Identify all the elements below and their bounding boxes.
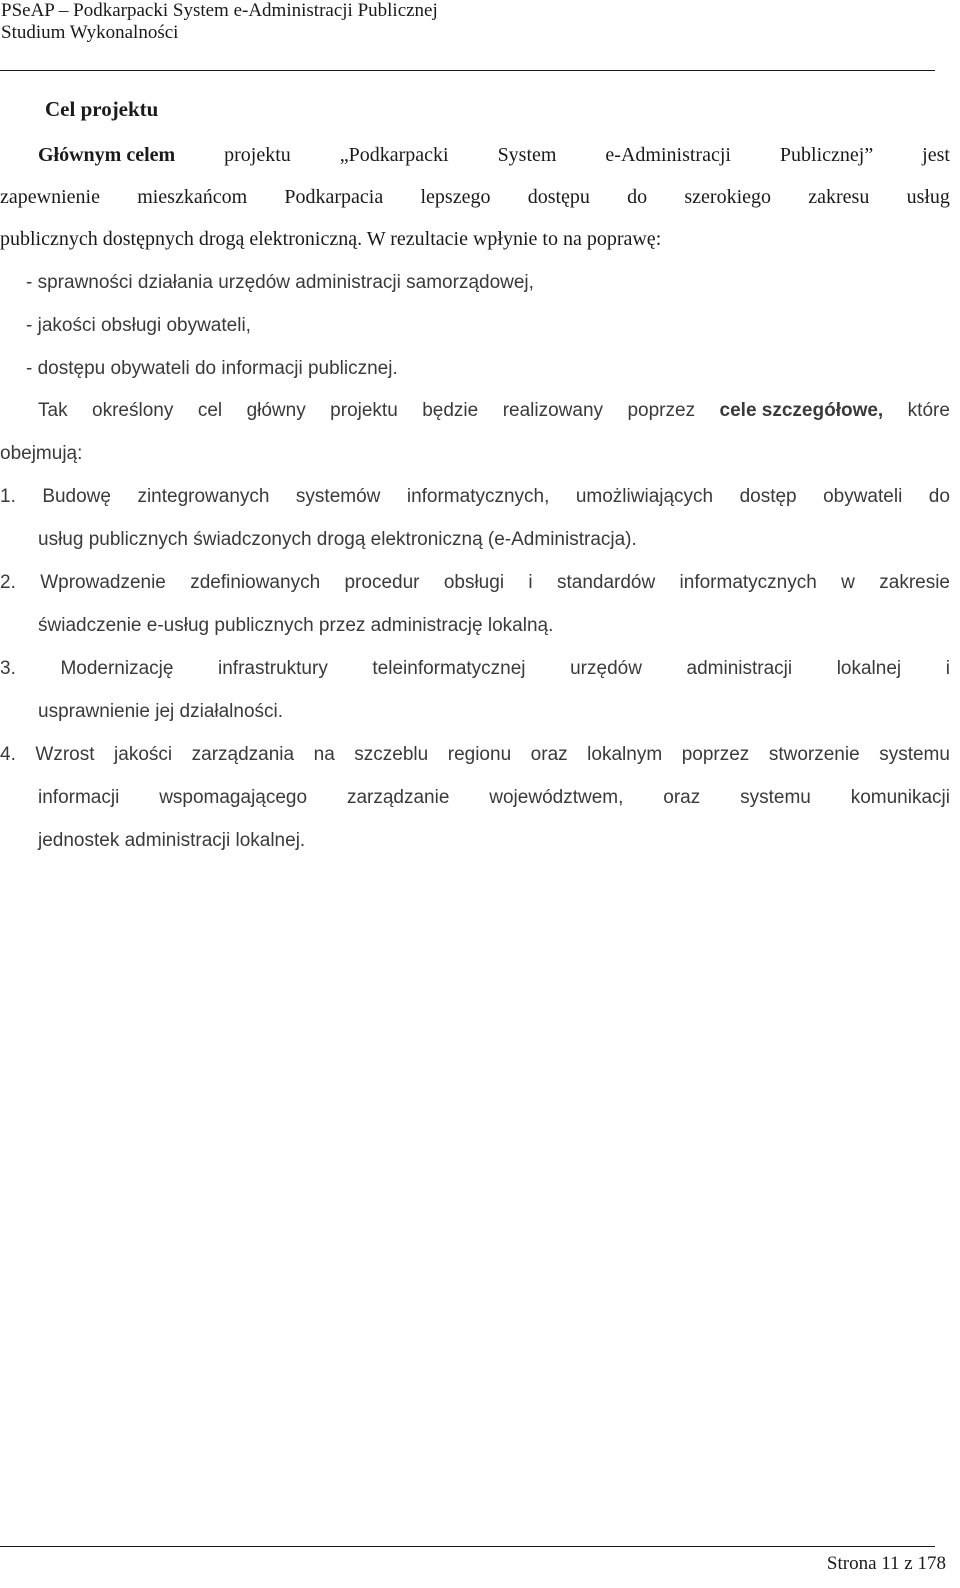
footer-divider xyxy=(0,1546,935,1547)
word: do xyxy=(627,186,648,208)
word: dostępu xyxy=(527,186,590,208)
goal-item-4-line-3: jednostek administracji lokalnej. xyxy=(38,830,306,851)
word: komunikacji xyxy=(850,787,950,808)
goal-item-3-line-2: usprawnienie jej działalności. xyxy=(38,701,284,722)
header-divider xyxy=(0,70,935,71)
word: projektu xyxy=(330,400,398,421)
word: na xyxy=(313,744,335,765)
word: stworzenie xyxy=(768,744,860,765)
intro-line-3 xyxy=(0,227,661,251)
goal-item-3-line-1 xyxy=(0,657,950,681)
word: Podkarpacia xyxy=(284,186,384,208)
word: umożliwiających xyxy=(575,486,714,507)
word: główny xyxy=(246,400,306,421)
word: 1. xyxy=(0,486,16,507)
word: System xyxy=(497,144,557,166)
word: e-Administracji xyxy=(605,144,731,166)
running-header xyxy=(1,0,936,44)
word: lepszego xyxy=(420,186,491,208)
word: będzie xyxy=(422,400,479,421)
bullet-item: - dostępu obywateli do informacji publicznej. xyxy=(26,358,398,379)
word: określony xyxy=(92,400,174,421)
word: Wzrost xyxy=(35,744,95,765)
header-subtitle: Studium Wykonalności xyxy=(1,22,179,43)
bold-lead-term: Głównym celem xyxy=(38,144,176,166)
word: realizowany xyxy=(502,400,604,421)
goal-item-1-line-2: usług publicznych świadczonych drogą elektroniczną (e-Administracja). xyxy=(38,529,637,550)
word: do xyxy=(928,486,950,507)
bold-specific-term: cele szczegółowe, xyxy=(719,400,884,421)
intro-line-3-part2: W rezultacie wpłynie to na poprawę: xyxy=(362,228,662,250)
word: województwem, xyxy=(489,787,624,808)
word: obywateli xyxy=(823,486,903,507)
word: Wprowadzenie xyxy=(40,572,166,593)
word: infrastruktury xyxy=(218,658,328,679)
word: systemu xyxy=(879,744,950,765)
word: jest xyxy=(922,144,950,166)
word: Modernizację xyxy=(60,658,174,679)
word: wspomagającego xyxy=(159,787,308,808)
word: projektu xyxy=(224,144,291,166)
intro-line-1 xyxy=(38,143,950,167)
word: zarządzania xyxy=(191,744,295,765)
word: informatycznych xyxy=(679,572,817,593)
goal-item-2-line-2: świadczenie e-usług publicznych przez administrację lokalną. xyxy=(38,615,554,636)
specific-line-1 xyxy=(38,399,950,423)
word: Tak xyxy=(38,400,68,421)
word: systemu xyxy=(740,787,811,808)
word: zdefiniowanych xyxy=(190,572,321,593)
word: 2. xyxy=(0,572,16,593)
bullet-item: - sprawności działania urzędów administracji samorządowej, xyxy=(26,272,534,293)
word: zintegrowanych xyxy=(137,486,270,507)
word: i xyxy=(528,572,533,593)
section-heading: Cel projektu xyxy=(45,97,159,121)
word: szerokiego xyxy=(684,186,772,208)
word: oraz xyxy=(663,787,701,808)
word: standardów xyxy=(556,572,656,593)
bullet-item: - jakości obsługi obywateli, xyxy=(26,315,251,336)
word: poprzez xyxy=(627,400,696,421)
word: zakresu xyxy=(808,186,870,208)
word: Publicznej” xyxy=(779,144,874,166)
word: które xyxy=(907,400,950,421)
word: informacji xyxy=(38,787,120,808)
word: w xyxy=(841,572,855,593)
word: usług xyxy=(906,186,950,208)
header-title: PSeAP – Podkarpacki System e-Administracji Publicznej xyxy=(1,0,438,21)
goal-item-4-line-2 xyxy=(38,786,950,810)
word: informatycznych, xyxy=(406,486,550,507)
goal-item-4-line-1 xyxy=(0,743,950,767)
word: mieszkańcom xyxy=(137,186,248,208)
word: zakresie xyxy=(879,572,950,593)
specific-line-2: obejmują: xyxy=(0,443,83,464)
word: szczeblu xyxy=(354,744,429,765)
word: lokalnej xyxy=(836,658,902,679)
word: systemów xyxy=(295,486,381,507)
word: procedur xyxy=(344,572,420,593)
word: teleinformatycznej xyxy=(372,658,526,679)
word: zapewnienie xyxy=(0,186,100,208)
intro-line-3-part1: publicznych dostępnych drogą elektroniczną. xyxy=(0,228,363,250)
word: poprzez xyxy=(681,744,750,765)
word: obsługi xyxy=(443,572,505,593)
word: dostęp xyxy=(739,486,797,507)
word: lokalnym xyxy=(587,744,663,765)
goal-item-2-line-1 xyxy=(0,571,950,595)
word: 4. xyxy=(0,744,16,765)
page-number: Strona 11 z 178 xyxy=(826,1553,946,1574)
word: regionu xyxy=(447,744,512,765)
word: jakości xyxy=(114,744,173,765)
intro-line-2 xyxy=(0,185,950,209)
word: cel xyxy=(197,400,223,421)
word: i xyxy=(945,658,950,679)
word: oraz xyxy=(530,744,568,765)
word: Budowę xyxy=(42,486,111,507)
goal-item-1-line-1 xyxy=(0,485,950,509)
word: administracji xyxy=(686,658,793,679)
word: 3. xyxy=(0,658,16,679)
word: „Podkarpacki xyxy=(339,144,449,166)
word: zarządzanie xyxy=(346,787,450,808)
word: urzędów xyxy=(570,658,642,679)
